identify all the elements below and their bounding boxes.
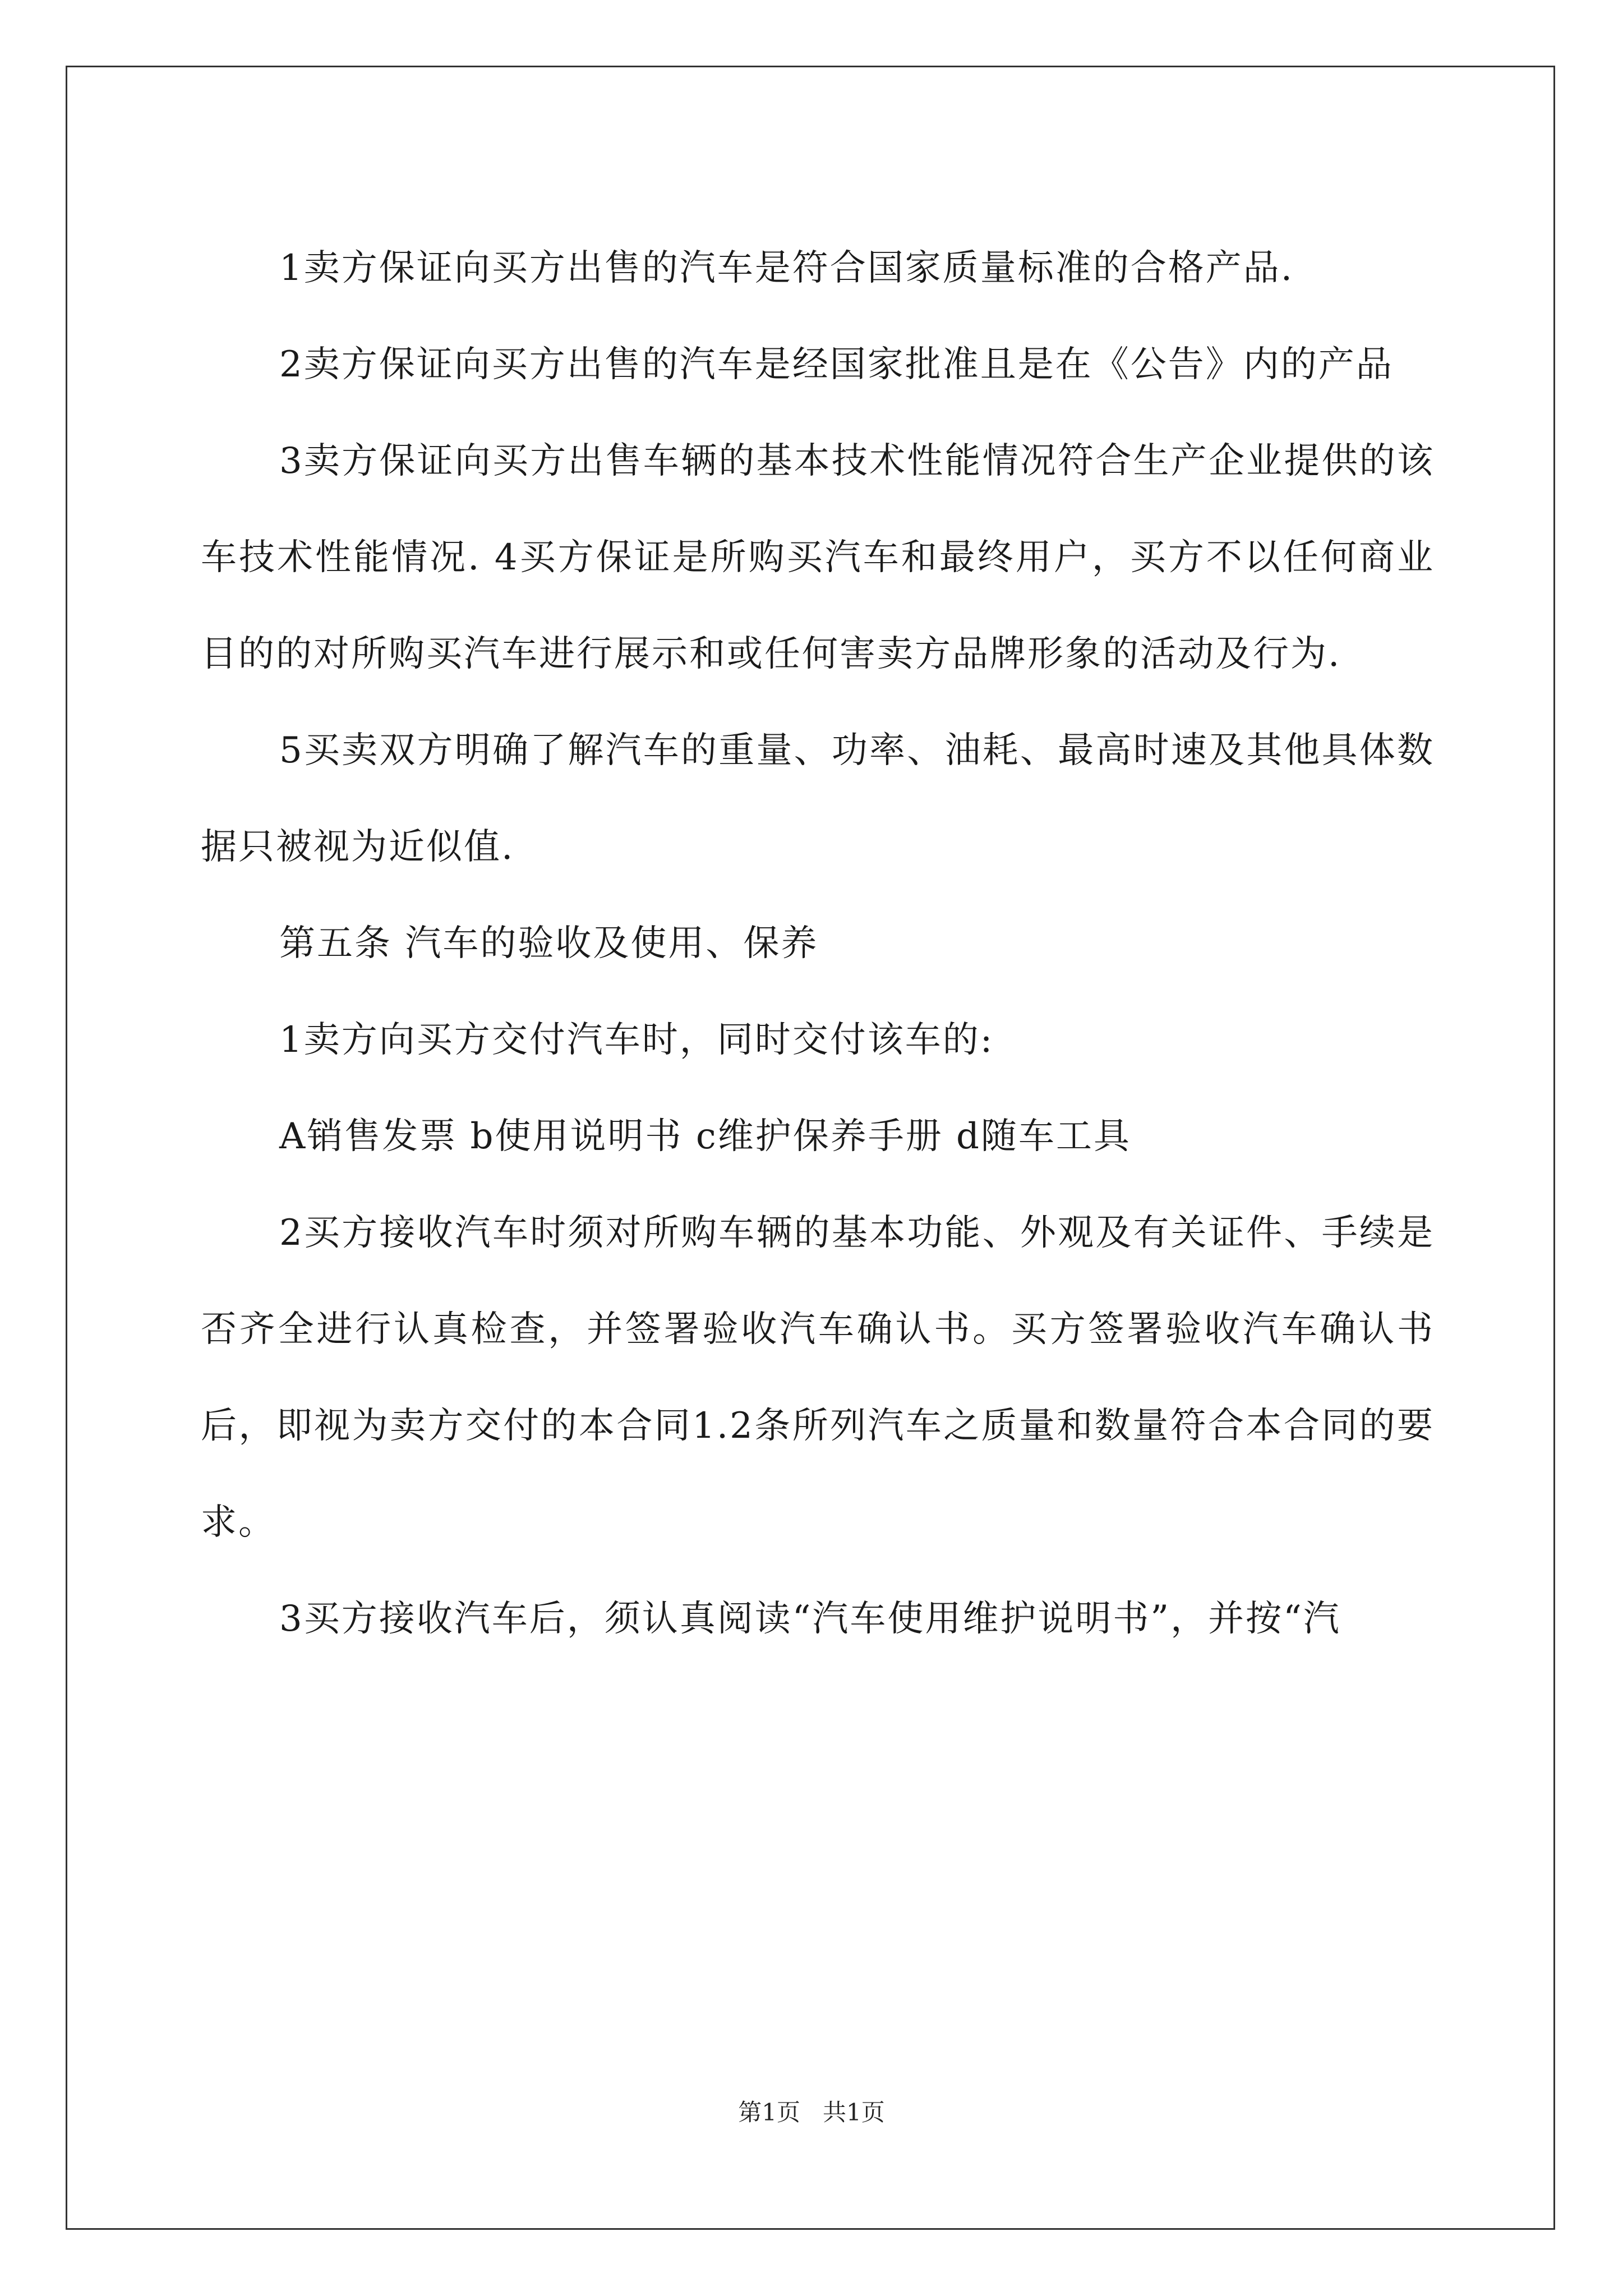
paragraph: A销售发票 b使用说明书 c维护保养手册 d随车工具 <box>279 1116 1132 1157</box>
paragraph: 3买方接收汽车后，须认真阅读“汽车使用维护说明书”，并按“汽 <box>279 1598 1341 1640</box>
paragraph: 1卖方向买方交付汽车时，同时交付该车的: <box>279 1019 994 1061</box>
paragraph: 3卖方保证向买方出售车辆的基本技术性能情况符合生产企业提供的该车技术性能情况. 4买方保证是所购买汽车和最终用户，买方不以任何商业目的的对所购买汽车进行展示和或任何害卖方品牌形象的活动及行为. <box>201 440 1435 675</box>
page-footer: 第1页 共1页 <box>738 2099 885 2126</box>
paragraph: 5买卖双方明确了解汽车的重量、功率、油耗、最高时速及其他具体数据只被视为近似值. <box>201 730 1435 868</box>
paragraph: 1卖方保证向买方出售的汽车是符合国家质量标准的合格产品. <box>279 247 1294 289</box>
paragraph: 2买方接收汽车时须对所购车辆的基本功能、外观及有关证件、手续是否齐全进行认真检查，并签署验收汽车确认书。买方签署验收汽车确认书后，即视为卖方交付的本合同1.2条所列汽车之质量和数量符合本合同的要求。 <box>201 1212 1435 1543</box>
document-body <box>201 220 1435 1667</box>
paragraph: 2卖方保证向买方出售的汽车是经国家批准且是在《公告》内的产品 <box>279 344 1394 385</box>
section-heading: 第五条 汽车的验收及使用、保养 <box>279 923 819 964</box>
